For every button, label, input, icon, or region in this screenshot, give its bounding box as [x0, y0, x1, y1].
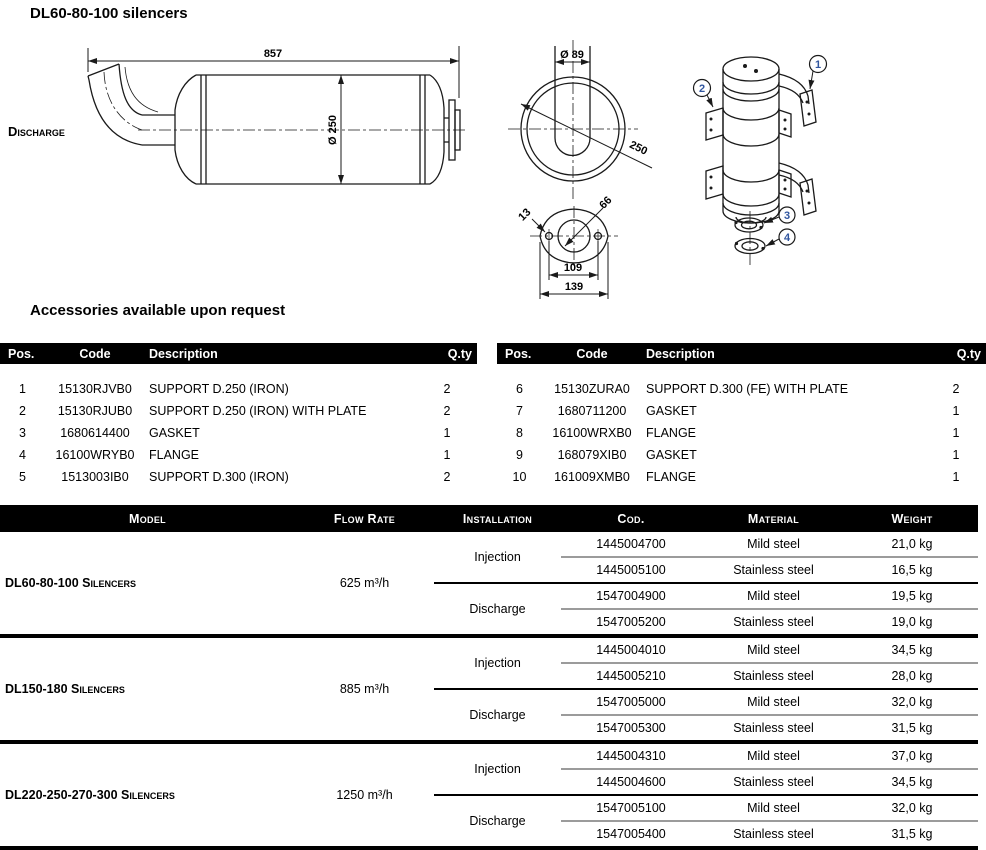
accessory-cell: SUPPORT D.250 (IRON) WITH PLATE — [149, 404, 367, 418]
callout-2-label: 2 — [698, 83, 706, 95]
cod-cell: 1445004010 — [561, 636, 701, 663]
accessory-row — [497, 400, 986, 422]
accessory-cell: 1513003IB0 — [61, 470, 129, 484]
accessory-cell: GASKET — [149, 426, 200, 440]
col-qty: Q.ty — [926, 343, 986, 364]
bore-diameter-label: 66 — [597, 194, 615, 212]
material-cell: Stainless steel — [701, 715, 846, 742]
material-cell: Mild steel — [701, 532, 846, 557]
cod-cell: 1547005300 — [561, 715, 701, 742]
callout-4-label: 4 — [783, 232, 791, 244]
page-title: DL60-80-100 silencers — [30, 5, 188, 22]
spec-row — [0, 532, 978, 557]
weight-cell: 16,5 kg — [846, 557, 978, 583]
accessories-header-row — [497, 343, 986, 364]
accessory-cell: 1 — [952, 404, 960, 418]
accessories-header-row — [0, 343, 477, 364]
col-installation: Installation — [434, 505, 561, 532]
flow-rate-cell: 625 m³/h — [295, 532, 434, 636]
discharge-label: Discharge — [8, 124, 65, 139]
flange-view-drawing — [516, 194, 618, 299]
material-cell: Mild steel — [701, 636, 846, 663]
accessory-cell: 15130ZURA0 — [554, 382, 630, 396]
accessory-cell: 2 — [443, 470, 451, 484]
accessory-cell: 8 — [516, 426, 523, 440]
assembly-view-drawing — [694, 56, 827, 266]
callout-3-label: 3 — [783, 210, 791, 222]
cod-cell: 1547005100 — [561, 795, 701, 821]
specifications-table — [0, 505, 978, 850]
weight-cell: 32,0 kg — [846, 689, 978, 715]
accessory-row — [0, 466, 477, 488]
accessory-row — [0, 444, 477, 466]
weight-cell: 34,5 kg — [846, 769, 978, 795]
accessories-heading: Accessories available upon request — [30, 302, 286, 319]
cod-cell: 1445004700 — [561, 532, 701, 557]
accessory-row — [497, 466, 986, 488]
accessory-cell: 1 — [443, 426, 451, 440]
col-material: Material — [701, 505, 846, 532]
callout-1-label: 1 — [814, 59, 822, 71]
weight-cell: 21,0 kg — [846, 532, 978, 557]
accessory-row — [497, 444, 986, 466]
weight-cell: 19,5 kg — [846, 583, 978, 609]
inlet-diameter-label: Ø 89 — [560, 49, 584, 61]
accessory-row — [0, 422, 477, 444]
accessory-row — [497, 422, 986, 444]
accessory-cell: 15130RJVB0 — [58, 382, 132, 396]
accessory-cell: 2 — [952, 382, 960, 396]
installation-cell: Discharge — [434, 795, 561, 849]
cod-cell: 1547005200 — [561, 609, 701, 636]
accessory-cell: FLANGE — [646, 426, 697, 440]
accessory-cell: SUPPORT D.300 (IRON) — [149, 470, 289, 484]
accessory-cell: 1680614400 — [60, 426, 130, 440]
accessory-cell: 4 — [19, 448, 26, 462]
accessory-cell: FLANGE — [149, 448, 200, 462]
material-cell: Stainless steel — [701, 557, 846, 583]
col-cod: Cod. — [561, 505, 701, 532]
weight-cell: 31,5 kg — [846, 715, 978, 742]
col-pos: Pos. — [0, 343, 45, 364]
side-view-drawing — [8, 46, 468, 184]
material-cell: Mild steel — [701, 583, 846, 609]
accessory-row — [497, 364, 986, 400]
flow-rate-cell: 1250 m³/h — [295, 742, 434, 849]
col-code: Code — [45, 343, 145, 364]
accessory-cell: 16100WRYB0 — [55, 448, 135, 462]
weight-cell: 32,0 kg — [846, 795, 978, 821]
accessory-cell: 1 — [443, 448, 451, 462]
col-weight: Weight — [846, 505, 978, 532]
installation-cell: Injection — [434, 636, 561, 689]
cod-cell: 1547004900 — [561, 583, 701, 609]
spec-row — [0, 742, 978, 769]
accessory-row — [0, 400, 477, 422]
col-model: Model — [0, 505, 295, 532]
weight-cell: 19,0 kg — [846, 609, 978, 636]
flow-rate-cell: 885 m³/h — [295, 636, 434, 742]
accessory-cell: 16100WRXB0 — [552, 426, 632, 440]
accessory-cell: 1 — [952, 426, 960, 440]
installation-cell: Injection — [434, 532, 561, 583]
accessory-cell: 5 — [19, 470, 26, 484]
accessory-cell: GASKET — [646, 448, 697, 462]
col-flow-rate: Flow Rate — [295, 505, 434, 532]
cod-cell: 1547005400 — [561, 821, 701, 849]
cod-cell: 1547005000 — [561, 689, 701, 715]
weight-cell: 37,0 kg — [846, 742, 978, 769]
col-pos: Pos. — [497, 343, 542, 364]
accessory-cell: 1 — [952, 448, 960, 462]
material-cell: Stainless steel — [701, 769, 846, 795]
spec-row — [0, 636, 978, 663]
col-code: Code — [542, 343, 642, 364]
installation-cell: Injection — [434, 742, 561, 795]
model-cell: DL60-80-100 Silencers — [0, 532, 295, 636]
body-diameter-label: Ø 250 — [327, 115, 339, 145]
end-view-drawing — [508, 40, 652, 200]
accessory-cell: 3 — [19, 426, 26, 440]
material-cell: Stainless steel — [701, 663, 846, 689]
accessory-cell: 1 — [952, 470, 960, 484]
accessory-cell: 168079XIB0 — [557, 448, 627, 462]
accessory-cell: 1 — [19, 382, 26, 396]
cod-cell: 1445005100 — [561, 557, 701, 583]
accessories-table-right — [497, 343, 986, 488]
weight-cell: 31,5 kg — [846, 821, 978, 849]
material-cell: Mild steel — [701, 689, 846, 715]
hole-diameter-label: 13 — [516, 206, 534, 224]
accessories-table-left — [0, 343, 477, 488]
weight-cell: 28,0 kg — [846, 663, 978, 689]
cod-cell: 1445004310 — [561, 742, 701, 769]
accessory-cell: SUPPORT D.250 (IRON) — [149, 382, 289, 396]
col-qty: Q.ty — [417, 343, 477, 364]
accessory-cell: 6 — [516, 382, 523, 396]
technical-drawing — [0, 18, 986, 318]
bolt-spacing-label: 109 — [563, 262, 583, 274]
flange-width-label: 139 — [564, 281, 584, 293]
accessory-cell: 161009XMB0 — [554, 470, 630, 484]
accessory-cell: 2 — [443, 382, 451, 396]
installation-cell: Discharge — [434, 583, 561, 636]
material-cell: Stainless steel — [701, 609, 846, 636]
accessory-cell: 1680711200 — [557, 404, 627, 418]
material-cell: Stainless steel — [701, 821, 846, 849]
accessory-cell: FLANGE — [646, 470, 697, 484]
cod-cell: 1445004600 — [561, 769, 701, 795]
model-cell: DL220-250-270-300 Silencers — [0, 742, 295, 849]
installation-cell: Discharge — [434, 689, 561, 742]
accessory-cell: 7 — [516, 404, 523, 418]
col-description: Description — [642, 343, 926, 364]
accessory-cell: 9 — [516, 448, 523, 462]
cod-cell: 1445005210 — [561, 663, 701, 689]
dim-857-label: 857 — [263, 48, 283, 60]
specs-header-row — [0, 505, 978, 532]
shell-diameter-label: 250 — [627, 138, 650, 158]
material-cell: Mild steel — [701, 742, 846, 769]
accessory-cell: 15130RJUB0 — [57, 404, 133, 418]
accessory-cell: 2 — [443, 404, 451, 418]
col-description: Description — [145, 343, 417, 364]
accessory-row — [0, 364, 477, 400]
accessory-cell: SUPPORT D.300 (FE) WITH PLATE — [646, 382, 849, 396]
accessory-cell: 10 — [512, 470, 527, 484]
weight-cell: 34,5 kg — [846, 636, 978, 663]
accessory-cell: GASKET — [646, 404, 697, 418]
material-cell: Mild steel — [701, 795, 846, 821]
model-cell: DL150-180 Silencers — [0, 636, 295, 742]
accessory-cell: 2 — [19, 404, 26, 418]
